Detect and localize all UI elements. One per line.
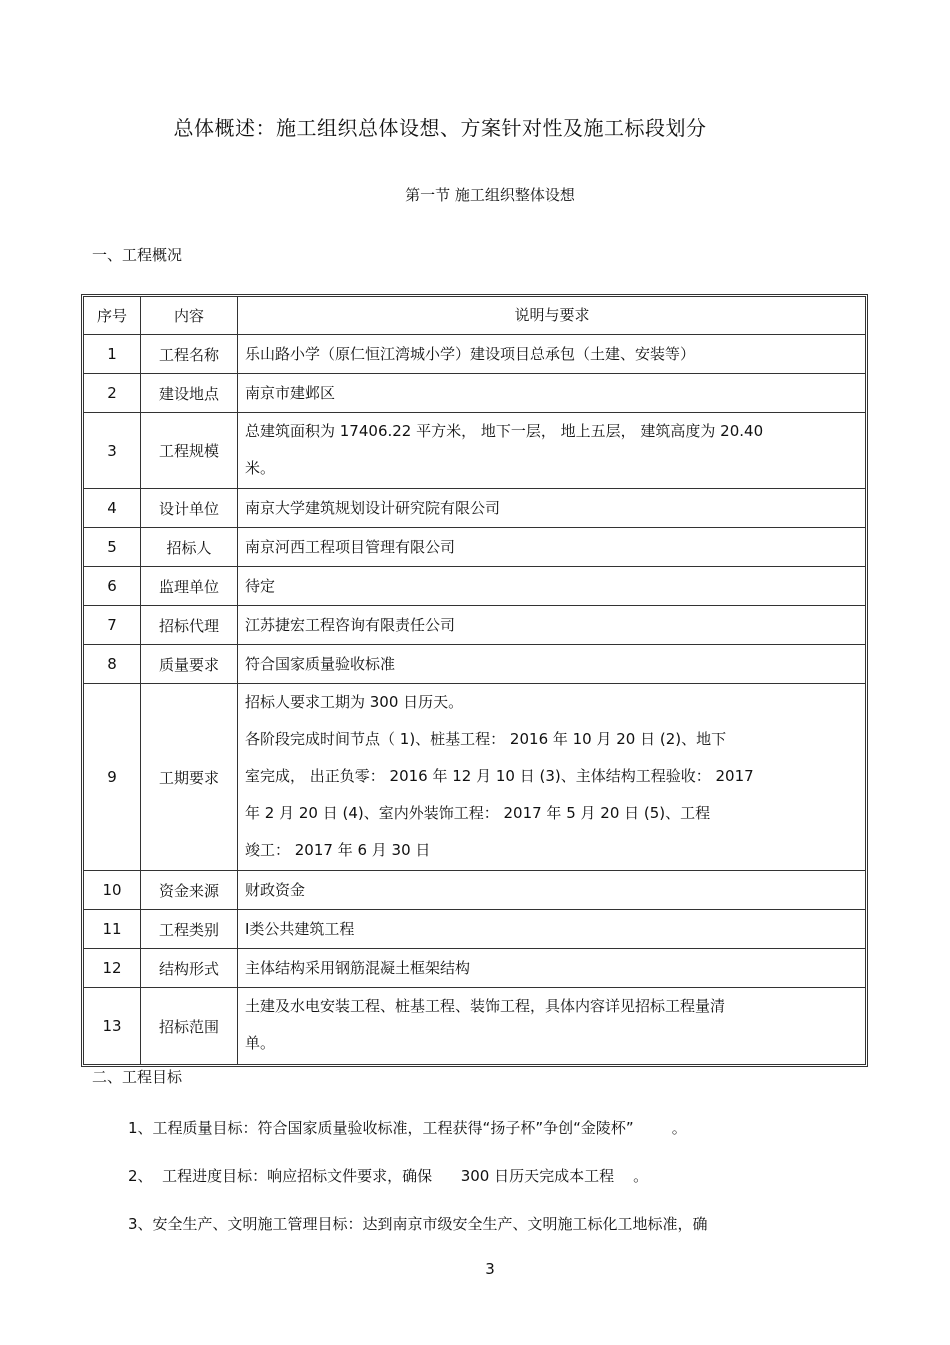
row-item: 质量要求 — [141, 645, 238, 683]
table-row — [84, 488, 865, 527]
row-desc: 江苏捷宏工程咨询有限责任公司 — [245, 615, 456, 634]
row-item: 监理单位 — [141, 567, 238, 605]
row-no: 4 — [84, 489, 141, 527]
row-no: 8 — [84, 645, 141, 683]
row-desc-line: 总建筑面积为 17406.22 平方米， 地下一层， 地上五层， 建筑高度为 20.40 — [245, 422, 764, 440]
row-item: 资金来源 — [141, 871, 238, 909]
row-desc: Ⅰ类公共建筑工程 — [245, 919, 355, 938]
table-row — [84, 644, 865, 683]
table-row — [84, 334, 865, 373]
row-no: 10 — [84, 871, 141, 909]
row-item: 招标人 — [141, 528, 238, 566]
row-no: 7 — [84, 606, 141, 644]
row-desc: 待定 — [245, 576, 276, 595]
table-row — [84, 870, 865, 909]
row-desc: 南京市建邺区 — [245, 383, 336, 402]
table-row — [84, 909, 865, 948]
project-overview-table — [81, 294, 868, 1067]
row-item: 结构形式 — [141, 949, 238, 987]
goal-item: 3、安全生产、文明施工管理目标：达到南京市级安全生产、文明施工标化工地标准，确 — [128, 1215, 708, 1233]
row-desc: 主体结构采用钢筋混凝土框架结构 — [245, 958, 471, 977]
row-desc-line: 招标人要求工期为 300 日历天。 — [245, 693, 464, 711]
row-item: 工程名称 — [141, 335, 238, 373]
row-item: 招标代理 — [141, 606, 238, 644]
row-no: 2 — [84, 374, 141, 412]
row-desc: 符合国家质量验收标准 — [245, 654, 396, 673]
row-desc-line: 各阶段完成时间节点（ 1)、桩基工程： 2016 年 10 月 20 日 (2)、地下 — [245, 730, 727, 748]
row-desc: 南京河西工程项目管理有限公司 — [245, 537, 456, 556]
header-no: 序号 — [84, 297, 141, 334]
row-no: 12 — [84, 949, 141, 987]
row-no: 11 — [84, 910, 141, 948]
document-title: 总体概述：施工组织总体设想、方案针对性及施工标段划分 — [173, 116, 707, 140]
row-item: 建设地点 — [141, 374, 238, 412]
table-header-row — [84, 297, 865, 334]
section-heading-overview: 一、工程概况 — [92, 246, 183, 264]
page-number: 3 — [485, 1260, 495, 1278]
header-item: 内容 — [141, 297, 238, 334]
table-row — [84, 987, 865, 1064]
row-no: 3 — [84, 413, 141, 488]
row-no: 1 — [84, 335, 141, 373]
row-no: 13 — [84, 988, 141, 1064]
table-row — [84, 605, 865, 644]
section-subtitle: 第一节 施工组织整体设想 — [405, 186, 575, 204]
row-item: 工程规模 — [141, 413, 238, 488]
goal-item: 1、工程质量目标：符合国家质量验收标准，工程获得“扬子杯”争创“金陵杯” 。 — [128, 1119, 687, 1137]
row-desc: 财政资金 — [245, 880, 306, 899]
row-desc — [238, 684, 865, 870]
table-row — [84, 948, 865, 987]
row-desc — [238, 988, 865, 1064]
row-no: 6 — [84, 567, 141, 605]
table-row — [84, 373, 865, 412]
row-desc-line: 米。 — [245, 459, 276, 477]
section-heading-goals: 二、工程目标 — [92, 1068, 183, 1086]
table-row — [84, 412, 865, 488]
row-desc — [238, 413, 865, 488]
goal-item: 2、 工程进度目标：响应招标文件要求，确保 300 日历天完成本工程 。 — [128, 1167, 649, 1185]
table-row — [84, 683, 865, 870]
row-item: 设计单位 — [141, 489, 238, 527]
header-desc: 说明与要求 — [514, 306, 590, 324]
table-row — [84, 527, 865, 566]
row-desc-line: 年 2 月 20 日 (4)、室内外装饰工程： 2017 年 5 月 20 日 (5)、工程 — [245, 804, 711, 822]
row-no: 9 — [84, 684, 141, 870]
row-item: 工期要求 — [141, 684, 238, 870]
row-desc-line: 单。 — [245, 1034, 276, 1052]
row-desc-line: 室完成， 出正负零： 2016 年 12 月 10 日 (3)、主体结构工程验收： 2017 — [245, 767, 754, 785]
row-item: 工程类别 — [141, 910, 238, 948]
row-desc: 南京大学建筑规划设计研究院有限公司 — [245, 498, 501, 517]
row-desc-line: 竣工： 2017 年 6 月 30 日 — [245, 841, 431, 859]
table-row — [84, 566, 865, 605]
row-desc-line: 土建及水电安装工程、桩基工程、装饰工程，具体内容详见招标工程量清 — [245, 997, 726, 1015]
row-item: 招标范围 — [141, 988, 238, 1064]
row-desc: 乐山路小学（原仁恒江湾城小学）建设项目总承包（土建、安装等） — [245, 344, 696, 363]
row-no: 5 — [84, 528, 141, 566]
